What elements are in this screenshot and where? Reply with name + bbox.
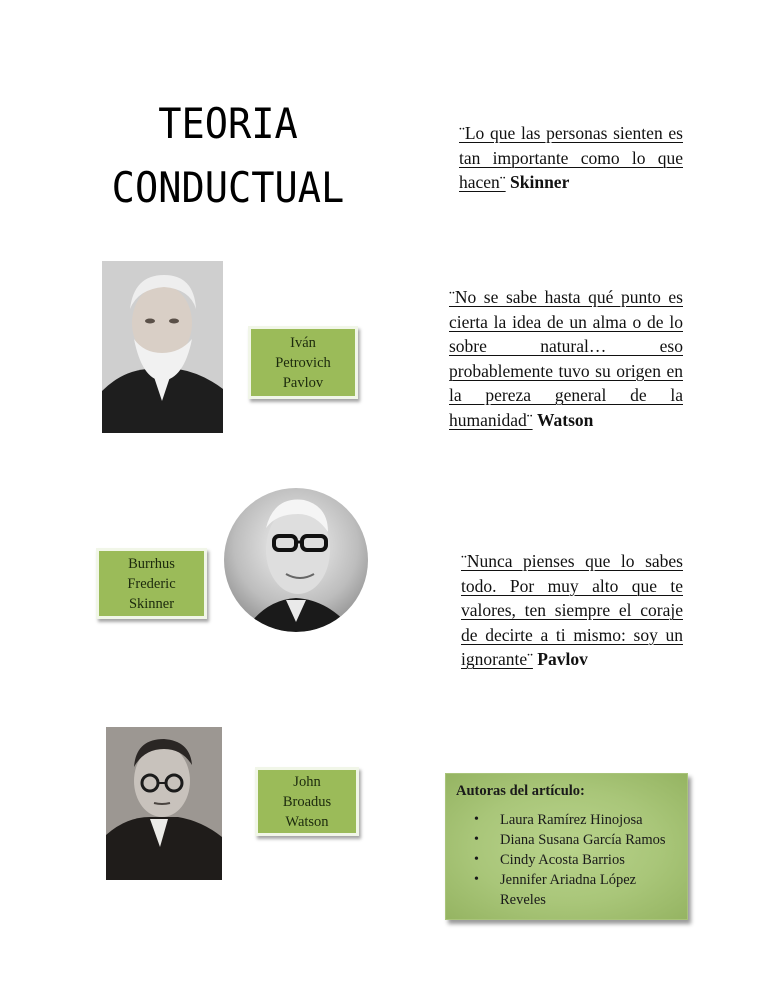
quote-text: ¨No se sabe hasta qué punto es cierta la idea de un alma o de lo sobre natural… eso probablemente tuvo su origen en la pereza general de la humanidad¨ (449, 287, 683, 430)
name-line: Petrovich (275, 354, 331, 371)
quote-author: Skinner (510, 172, 570, 192)
portrait-icon (224, 488, 368, 632)
quote-skinner (459, 121, 683, 195)
name-label-watson (255, 767, 359, 836)
quote-author: Pavlov (537, 649, 588, 669)
authors-box (445, 773, 688, 920)
pavlov-photo (102, 261, 223, 433)
name-line: Iván (290, 334, 316, 351)
list-item: • Diana Susana García Ramos (500, 830, 677, 850)
watson-photo (106, 727, 222, 880)
name-line: Frederic (127, 575, 176, 592)
list-item: • Laura Ramírez Hinojosa (500, 810, 677, 830)
name-line: Watson (285, 813, 329, 830)
name-line: Skinner (128, 595, 175, 612)
title-line-1: TEORIA (158, 99, 298, 148)
quote-pavlov (461, 549, 683, 672)
name-line: John (293, 773, 321, 790)
name-line: Pavlov (282, 374, 324, 391)
quote-text: ¨Nunca pienses que lo sabes todo. Por muy alto que te valores, ten siempre el coraje de decirte a ti mismo: soy un ignorante¨ (461, 551, 683, 669)
name-line: Broadus (282, 793, 332, 810)
skinner-photo (224, 488, 368, 632)
name-label-skinner (96, 548, 207, 619)
quote-watson (449, 285, 683, 432)
title-line-2: CONDUCTUAL (111, 163, 345, 212)
name-label-pavlov (248, 326, 358, 399)
quote-author: Watson (536, 409, 594, 430)
authors-list (456, 810, 677, 910)
portrait-icon (102, 261, 223, 433)
list-item: • Jennifer Ariadna López Reveles (500, 870, 677, 910)
list-item: • Cindy Acosta Barrios (500, 850, 677, 870)
authors-title: Autoras del artículo: (456, 783, 585, 799)
portrait-icon (106, 727, 222, 880)
page-title (110, 92, 346, 220)
name-line: Burrhus (128, 555, 175, 572)
quote-text: ¨Lo que las personas sienten es tan importante como lo que hacen¨ (459, 123, 683, 192)
